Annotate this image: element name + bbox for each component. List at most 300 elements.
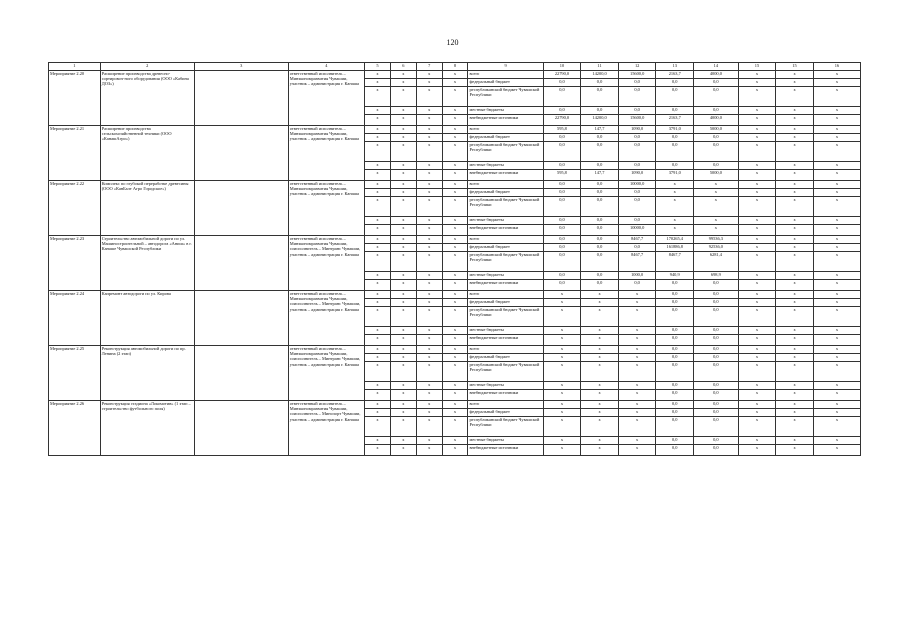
amount-cell: x [581, 445, 619, 456]
amount-cell: 0,0 [581, 252, 619, 272]
code-cell: x [442, 445, 468, 456]
amount-cell: x [738, 252, 776, 272]
amount-cell: x [776, 142, 814, 162]
code-cell: x [416, 87, 442, 107]
amount-cell: 0,0 [543, 280, 581, 291]
amount-cell: 0,0 [618, 142, 656, 162]
amount-cell: x [813, 142, 860, 162]
amount-cell: 5000,0 [694, 170, 739, 181]
funding-source: местные бюджеты [468, 437, 543, 445]
code-cell: x [390, 390, 416, 401]
funding-source: федеральный бюджет [468, 134, 543, 142]
code-cell: x [416, 390, 442, 401]
amount-cell: 0,0 [656, 382, 694, 390]
amount-cell: 0,0 [543, 181, 581, 189]
measure-name: Реконструкция автомобильной дороги по пр. Ленина (2 этап) [100, 346, 194, 401]
code-cell: x [442, 382, 468, 390]
amount-cell: 8467,7 [656, 252, 694, 272]
column-number: 8 [442, 63, 468, 71]
amount-cell: 0,0 [581, 189, 619, 197]
amount-cell: 99536,3 [694, 236, 739, 244]
code-cell: x [442, 417, 468, 437]
funding-source: республиканский бюджет Чувашской Республики [468, 307, 543, 327]
code-cell: x [390, 244, 416, 252]
responsible-executor: ответственный исполнитель – Минэкономразвития Чувашии, соисполнитель – Минтранс Чувашии, участник – администрация г. Канаша [288, 236, 364, 291]
amount-cell: x [776, 445, 814, 456]
amount-cell: x [738, 244, 776, 252]
code-cell: x [365, 134, 391, 142]
funding-source: федеральный бюджет [468, 244, 543, 252]
amount-cell: x [776, 327, 814, 335]
amount-cell: x [776, 217, 814, 225]
code-cell: x [442, 291, 468, 299]
amount-cell: x [738, 87, 776, 107]
amount-cell: x [813, 71, 860, 79]
column-number: 2 [100, 63, 194, 71]
code-cell: x [390, 142, 416, 162]
empty-cell [194, 346, 288, 401]
amount-cell: x [776, 115, 814, 126]
code-cell: x [416, 437, 442, 445]
code-cell: x [365, 87, 391, 107]
amount-cell: 0,0 [618, 197, 656, 217]
amount-cell: 0,0 [694, 280, 739, 291]
amount-cell: 0,0 [656, 437, 694, 445]
funding-source: федеральный бюджет [468, 79, 543, 87]
code-cell: x [442, 346, 468, 354]
funding-source: федеральный бюджет [468, 299, 543, 307]
amount-cell: x [776, 362, 814, 382]
amount-cell: 0,0 [543, 252, 581, 272]
measure-id: Мероприятие 2.20 [49, 71, 101, 126]
amount-cell: 0,0 [656, 299, 694, 307]
code-cell: x [442, 362, 468, 382]
amount-cell: 10000,0 [618, 225, 656, 236]
code-cell: x [365, 107, 391, 115]
amount-cell: x [543, 307, 581, 327]
amount-cell: x [618, 346, 656, 354]
amount-cell: x [581, 346, 619, 354]
amount-cell: 0,0 [543, 79, 581, 87]
code-cell: x [390, 354, 416, 362]
code-cell: x [442, 335, 468, 346]
code-cell: x [390, 225, 416, 236]
code-cell: x [442, 280, 468, 291]
amount-cell: 0,0 [543, 189, 581, 197]
amount-cell: 0,0 [694, 79, 739, 87]
code-cell: x [365, 390, 391, 401]
amount-cell: x [813, 244, 860, 252]
amount-cell: x [738, 272, 776, 280]
responsible-executor: ответственный исполнитель – Минэкономразвития Чувашии, соисполнитель – Минтранс Чувашии, участник – администрация г. Канаша [288, 346, 364, 401]
code-cell: x [390, 327, 416, 335]
amount-cell: x [618, 409, 656, 417]
amount-cell: x [776, 417, 814, 437]
code-cell: x [390, 272, 416, 280]
code-cell: x [390, 197, 416, 217]
code-cell: x [390, 445, 416, 456]
funding-source: федеральный бюджет [468, 189, 543, 197]
amount-cell: 8467,7 [618, 236, 656, 244]
amount-cell: x [776, 225, 814, 236]
code-cell: x [442, 252, 468, 272]
code-cell: x [416, 71, 442, 79]
amount-cell: x [776, 236, 814, 244]
code-cell: x [416, 181, 442, 189]
code-cell: x [416, 409, 442, 417]
funding-source: внебюджетные источники [468, 170, 543, 181]
amount-cell: x [656, 225, 694, 236]
code-cell: x [390, 291, 416, 299]
code-cell: x [390, 79, 416, 87]
amount-cell: x [694, 197, 739, 217]
amount-cell: x [813, 217, 860, 225]
amount-cell: x [738, 107, 776, 115]
amount-cell: 0,0 [618, 79, 656, 87]
amount-cell: 0,0 [694, 354, 739, 362]
amount-cell: x [813, 362, 860, 382]
code-cell: x [365, 170, 391, 181]
column-number: 9 [468, 63, 543, 71]
amount-cell: 0,0 [656, 79, 694, 87]
amount-cell: x [543, 401, 581, 409]
funding-source: всего [468, 126, 543, 134]
code-cell: x [390, 346, 416, 354]
code-cell: x [442, 437, 468, 445]
code-cell: x [390, 170, 416, 181]
code-cell: x [442, 87, 468, 107]
amount-cell: x [738, 236, 776, 244]
code-cell: x [365, 346, 391, 354]
amount-cell: 0,0 [581, 87, 619, 107]
amount-cell: x [738, 335, 776, 346]
amount-cell: 22790,0 [543, 115, 581, 126]
column-number: 5 [365, 63, 391, 71]
amount-cell: 0,0 [543, 162, 581, 170]
column-number: 1 [49, 63, 101, 71]
code-cell: x [416, 445, 442, 456]
amount-cell: 0,0 [656, 354, 694, 362]
code-cell: x [390, 417, 416, 437]
code-cell: x [390, 126, 416, 134]
column-number: 11 [581, 63, 619, 71]
code-cell: x [442, 79, 468, 87]
amount-cell: x [543, 445, 581, 456]
amount-cell: 92536,0 [694, 244, 739, 252]
amount-cell: x [738, 79, 776, 87]
code-cell: x [442, 225, 468, 236]
amount-cell: x [618, 354, 656, 362]
amount-cell: x [694, 181, 739, 189]
code-cell: x [365, 244, 391, 252]
amount-cell: 0,0 [694, 437, 739, 445]
funding-source: республиканский бюджет Чувашской Республики [468, 417, 543, 437]
code-cell: x [416, 189, 442, 197]
amount-cell: x [738, 382, 776, 390]
code-cell: x [442, 162, 468, 170]
funding-source: внебюджетные источники [468, 335, 543, 346]
code-cell: x [442, 354, 468, 362]
column-number: 3 [194, 63, 288, 71]
funding-source: местные бюджеты [468, 217, 543, 225]
amount-cell: x [813, 236, 860, 244]
column-number: 12 [618, 63, 656, 71]
amount-cell: 0,0 [694, 299, 739, 307]
amount-cell: x [776, 390, 814, 401]
amount-cell: 0,0 [694, 401, 739, 409]
amount-cell: x [581, 307, 619, 327]
table-body [49, 63, 861, 456]
amount-cell: 0,0 [656, 362, 694, 382]
amount-cell: x [694, 217, 739, 225]
amount-cell: x [581, 390, 619, 401]
amount-cell: 0,0 [581, 244, 619, 252]
code-cell: x [442, 217, 468, 225]
amount-cell: 0,0 [581, 79, 619, 87]
amount-cell: x [656, 189, 694, 197]
amount-cell: 0,0 [618, 162, 656, 170]
code-cell: x [365, 382, 391, 390]
amount-cell: 0,0 [656, 390, 694, 401]
amount-cell: x [813, 252, 860, 272]
code-cell: x [416, 170, 442, 181]
amount-cell: x [776, 307, 814, 327]
amount-cell: x [618, 335, 656, 346]
code-cell: x [416, 354, 442, 362]
amount-cell: 0,0 [656, 445, 694, 456]
measure-name: Реконструкция стадиона «Локомотив» (1 этап – строительство футбольного поля) [100, 401, 194, 456]
amount-cell: x [813, 417, 860, 437]
code-cell: x [416, 417, 442, 437]
code-cell: x [365, 445, 391, 456]
code-cell: x [390, 335, 416, 346]
amount-cell: x [776, 197, 814, 217]
funding-source: республиканский бюджет Чувашской Республики [468, 362, 543, 382]
measure-name: Расширение производства сельскохозяйственной техники (ООО «КанашАгро») [100, 126, 194, 181]
column-number: 15 [738, 63, 776, 71]
amount-cell: 0,0 [694, 134, 739, 142]
measure-id: Мероприятие 2.25 [49, 346, 101, 401]
measure-id: Мероприятие 2.26 [49, 401, 101, 456]
amount-cell: x [581, 291, 619, 299]
amount-cell: 0,0 [656, 134, 694, 142]
amount-cell: 0,0 [581, 142, 619, 162]
table-row [49, 181, 861, 189]
amount-cell: x [813, 189, 860, 197]
code-cell: x [442, 189, 468, 197]
code-cell: x [365, 181, 391, 189]
amount-cell: x [543, 327, 581, 335]
code-cell: x [365, 115, 391, 126]
code-cell: x [442, 244, 468, 252]
code-cell: x [390, 236, 416, 244]
amount-cell: x [543, 382, 581, 390]
program-table [48, 62, 861, 456]
code-cell: x [416, 382, 442, 390]
amount-cell: x [813, 382, 860, 390]
amount-cell: 0,0 [656, 327, 694, 335]
code-cell: x [416, 236, 442, 244]
amount-cell: x [738, 291, 776, 299]
amount-cell: 147,7 [581, 126, 619, 134]
code-cell: x [416, 107, 442, 115]
amount-cell: 161886,8 [656, 244, 694, 252]
code-cell: x [390, 299, 416, 307]
amount-cell: x [543, 390, 581, 401]
amount-cell: x [813, 197, 860, 217]
amount-cell: 0,0 [694, 362, 739, 382]
amount-cell: 4000,0 [694, 71, 739, 79]
funding-source: местные бюджеты [468, 382, 543, 390]
amount-cell: x [738, 162, 776, 170]
column-number: 6 [390, 63, 416, 71]
code-cell: x [416, 362, 442, 382]
code-cell: x [365, 252, 391, 272]
code-cell: x [416, 280, 442, 291]
amount-cell: x [738, 346, 776, 354]
measure-name: Расширение производства древесно-сортировоч-ного оборудования (ООО «Кабина ДОЗ») [100, 71, 194, 126]
amount-cell: 15600,0 [618, 115, 656, 126]
amount-cell: 3791,0 [656, 126, 694, 134]
amount-cell: 0,0 [543, 134, 581, 142]
empty-cell [194, 236, 288, 291]
amount-cell: x [738, 280, 776, 291]
amount-cell: x [738, 354, 776, 362]
amount-cell: 147,7 [581, 170, 619, 181]
funding-source: республиканский бюджет Чувашской Республики [468, 252, 543, 272]
amount-cell: x [776, 437, 814, 445]
code-cell: x [442, 107, 468, 115]
code-cell: x [390, 87, 416, 107]
amount-cell: 0,0 [656, 401, 694, 409]
amount-cell: x [813, 291, 860, 299]
empty-cell [194, 126, 288, 181]
amount-cell: x [581, 417, 619, 437]
amount-cell: x [813, 346, 860, 354]
code-cell: x [390, 401, 416, 409]
amount-cell: 0,0 [543, 107, 581, 115]
funding-source: внебюджетные источники [468, 390, 543, 401]
amount-cell: x [694, 225, 739, 236]
code-cell: x [390, 280, 416, 291]
amount-cell: x [776, 79, 814, 87]
code-cell: x [365, 197, 391, 217]
code-cell: x [390, 181, 416, 189]
amount-cell: x [618, 362, 656, 382]
code-cell: x [365, 299, 391, 307]
amount-cell: 0,0 [656, 409, 694, 417]
amount-cell: x [738, 142, 776, 162]
funding-source: республиканский бюджет Чувашской Республики [468, 142, 543, 162]
table-row [49, 126, 861, 134]
amount-cell: x [813, 134, 860, 142]
amount-cell: 595,8 [543, 126, 581, 134]
amount-cell: x [543, 354, 581, 362]
amount-cell: 0,0 [656, 142, 694, 162]
code-cell: x [365, 79, 391, 87]
responsible-executor: ответственный исполнитель – Минэкономразвития Чувашии, соисполнитель – Минспорт Чувашии, участник – администрация г. Канаша [288, 401, 364, 456]
amount-cell: 0,0 [694, 390, 739, 401]
code-cell: x [390, 162, 416, 170]
amount-cell: x [776, 299, 814, 307]
amount-cell: 0,0 [543, 217, 581, 225]
funding-source: местные бюджеты [468, 272, 543, 280]
amount-cell: x [738, 134, 776, 142]
column-number: 4 [288, 63, 364, 71]
column-number-row [49, 63, 861, 71]
code-cell: x [390, 409, 416, 417]
code-cell: x [416, 299, 442, 307]
amount-cell: x [738, 197, 776, 217]
funding-source: внебюджетные источники [468, 115, 543, 126]
amount-cell: 14200,0 [581, 115, 619, 126]
amount-cell: 0,0 [694, 107, 739, 115]
amount-cell: x [656, 181, 694, 189]
empty-cell [194, 291, 288, 346]
code-cell: x [416, 346, 442, 354]
amount-cell: x [656, 217, 694, 225]
code-cell: x [416, 401, 442, 409]
amount-cell: x [776, 170, 814, 181]
amount-cell: x [738, 115, 776, 126]
amount-cell: 0,0 [656, 307, 694, 327]
amount-cell: x [618, 401, 656, 409]
amount-cell: x [738, 401, 776, 409]
responsible-executor: ответственный исполнитель – Минэкономразвития Чувашии, участник – администрация г. Канаша [288, 71, 364, 126]
code-cell: x [365, 291, 391, 299]
amount-cell: 0,0 [694, 87, 739, 107]
amount-cell: x [813, 162, 860, 170]
amount-cell: x [543, 291, 581, 299]
amount-cell: 2163,7 [656, 71, 694, 79]
funding-source: федеральный бюджет [468, 409, 543, 417]
amount-cell: x [738, 225, 776, 236]
code-cell: x [365, 236, 391, 244]
amount-cell: 595,8 [543, 170, 581, 181]
amount-cell: x [776, 291, 814, 299]
code-cell: x [442, 307, 468, 327]
code-cell: x [365, 307, 391, 327]
amount-cell: x [543, 362, 581, 382]
code-cell: x [390, 217, 416, 225]
amount-cell: x [581, 382, 619, 390]
amount-cell: 698,9 [694, 272, 739, 280]
amount-cell: x [543, 409, 581, 417]
funding-source: республиканский бюджет Чувашской Республики [468, 87, 543, 107]
amount-cell: x [581, 401, 619, 409]
code-cell: x [416, 142, 442, 162]
funding-source: внебюджетные источники [468, 225, 543, 236]
amount-cell: 0,0 [656, 280, 694, 291]
amount-cell: x [813, 225, 860, 236]
amount-cell: x [776, 335, 814, 346]
amount-cell: x [813, 280, 860, 291]
funding-source: всего [468, 236, 543, 244]
amount-cell: 0,0 [618, 107, 656, 115]
code-cell: x [365, 272, 391, 280]
funding-source: местные бюджеты [468, 162, 543, 170]
code-cell: x [390, 437, 416, 445]
amount-cell: x [543, 417, 581, 437]
amount-cell: x [813, 115, 860, 126]
amount-cell: x [776, 181, 814, 189]
amount-cell: 0,0 [581, 217, 619, 225]
column-number: 10 [543, 63, 581, 71]
funding-source: республиканский бюджет Чувашской Республики [468, 197, 543, 217]
code-cell: x [442, 236, 468, 244]
measure-id: Мероприятие 2.24 [49, 291, 101, 346]
amount-cell: 0,0 [694, 142, 739, 162]
